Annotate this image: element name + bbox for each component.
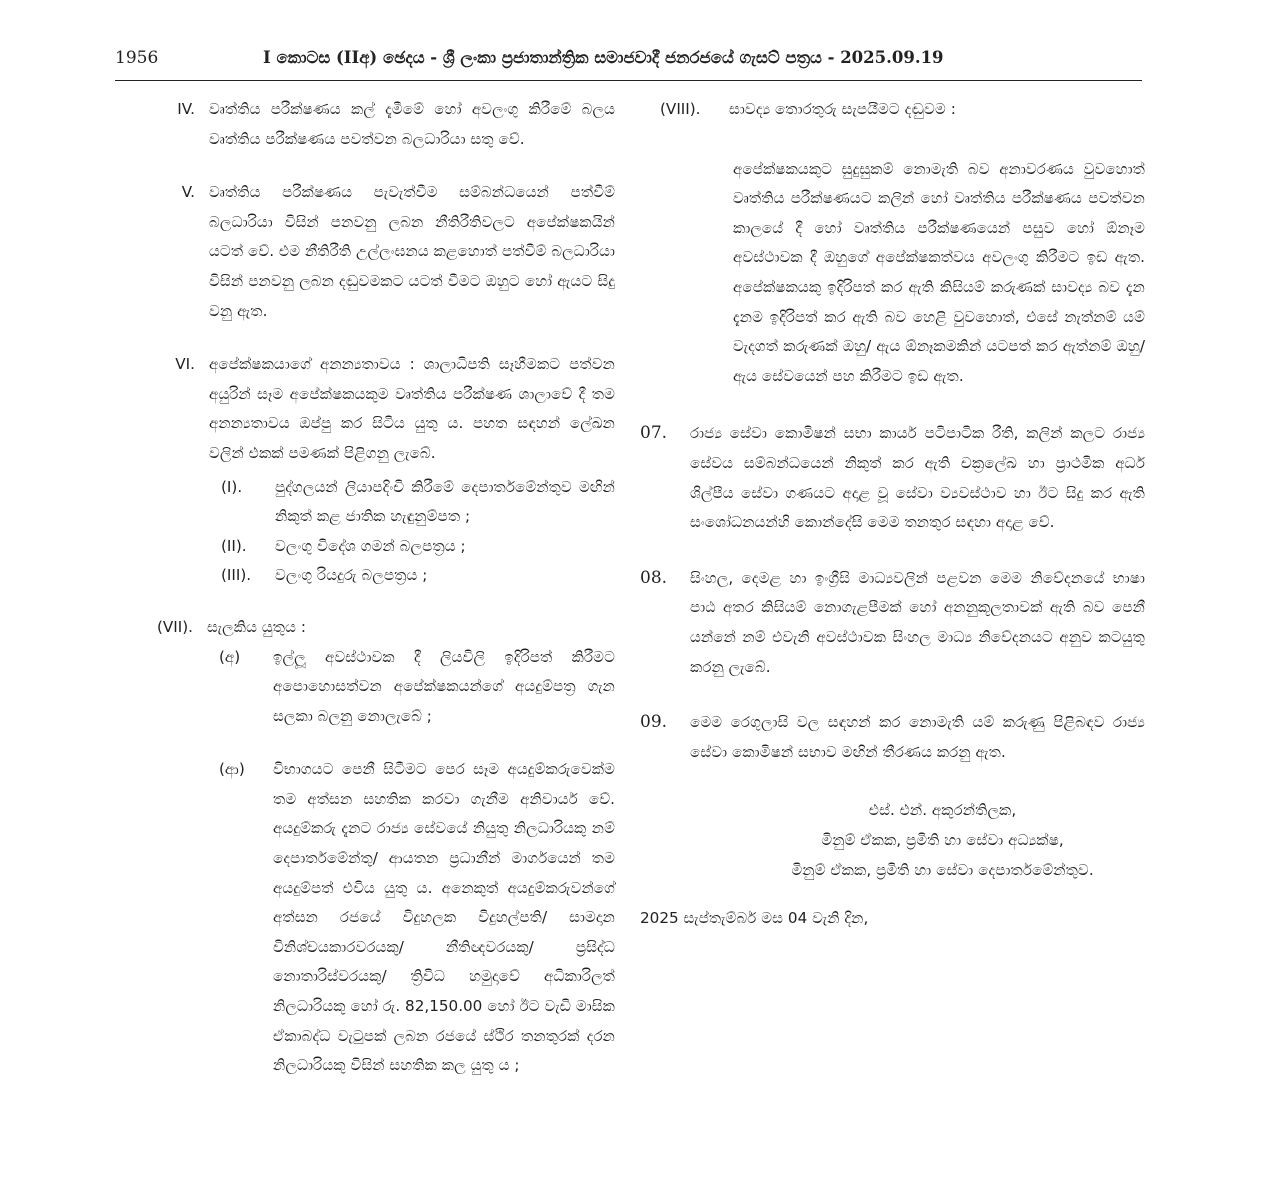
section-07	[640, 419, 1145, 537]
clause-number: IV.	[177, 100, 195, 118]
clause-v	[155, 178, 615, 326]
list-item-number: (II).	[221, 536, 247, 555]
penalty-paragraph: අපේක්ෂකයකුට සුදුසුකම් නොමැති බව අනාවරණය වුවහොත් වෘත්තිය පරීක්ෂණයට කලින් හෝ වෘත්තිය පරීක්ෂණය පවත්වන කාලයේ දී හෝ වෘත්තිය පරීක්ෂණයෙන් පසුව හෝ ඕනෑම අවස්ථාවක දී ඔහුගේ අපේක්ෂකත්වය අවලංගු කිරීමට ඉඩ ඇත. අපේක්ෂකයකු ඉදිරිපත් කර ඇති කිසියම් කරුණක් සාවද්‍ය බව දැන දැනම ඉදිරිපත් කර ඇති බව හෙළි වුවහොත්, එසේ නැත්නම් යම් වැදගත් කරුණක් ඔහු/ ඇය ඕනෑකමකින් යටපත් කර ඇත්නම් ඔහු/ඇය සේවයෙන් පහ කිරීමට ඉඩ ඇත.	[733, 159, 1145, 385]
clause-label: සාවද්‍ය තොරතුරු සැපයීමට දඬුවම :	[729, 100, 956, 118]
issue-date: 2025 සැප්තැම්බර් මස 04 වැනි දින,	[640, 909, 869, 928]
clause-text: වෘත්තිය පරීක්ෂණය පැවැත්වීම සම්බන්ධයෙන් පත්වීම් බලධාරියා විසින් පනවනු ලබන නීතිරීතිවලට අපේක්ෂකයින් යටත් වේ. එම නීතිරීති උල්ලංඝනය කළහොත් පත්වීම් බලධාරියා විසින් පනවනු ලබන දඬුවමකට යටත් වීමට ඔහුට හෝ ඇයට සිදු වනු ඇත.	[209, 183, 616, 320]
gazette-title: I කොටස (IIඅ) ඡෙදය - ශ්‍රී ලංකා ප්‍රජාතාන්ත්‍රික සමාජවාදී ජනරජයේ ගැසට් පත්‍රය - 2025.09.19	[263, 48, 944, 67]
clause-label: සැලකිය යුතුය :	[207, 617, 306, 636]
clause-text: අපේක්ෂකයාගේ අනන්‍යතාවය : ශාලාධිපති සෑහීමකට පත්වන අයුරින් සෑම අපේක්ෂකයකුම වෘත්තිය පරීක්ෂණ ශාලාවේ දී තම අනන්‍යතාවය ඔප්පු කර සිටිය යුතු ය. පහත සඳහන් ලේඛන වලින් එකක් පමණක් පිළිගනු ලැබේ.	[209, 355, 615, 462]
section-text: සිංහල, දෙමළ හා ඉංග්‍රීසි මාධ්‍යවලින් පළවන මෙම නිවේදනයේ භාෂා පාඨ අතර කිසියම් නොගැළපීමක් හෝ අනනුකූලතාවක් ඇති බව පෙනී යන්නේ නම් එවැනි අවස්ථාවක සිංහල මාධ්‍ය නිවේදනයට අනුව කටයුතු කරනු ලැබේ.	[690, 568, 1145, 676]
right-column	[640, 95, 1145, 933]
list-item-text: වලංගු විදේශ ගමන් බලපත්‍රය ;	[275, 536, 466, 555]
condition-item	[207, 755, 615, 1081]
section-text: රාජ්‍ය සේවා කොමිෂන් සභා කාර්ය පටිපාටික රීති, කලින් කලට රාජ්‍ය සේවය සම්බන්ධයෙන් නිකුත් කර ඇති චක්‍රලේඛ හා ප්‍රාථමික අර්ධ ශිල්පීය සේවා ගණයට අදාළ වූ සේවා ව්‍යවස්ථාව හා ඊට සිදු කර ඇති සංශෝධනයන්හි කොන්දේසි මෙම තනතුර සඳහා අදාළ වේ.	[690, 424, 1145, 532]
list-item-number: (I).	[221, 477, 243, 496]
list-item-text: වලංගු රියදුරු බලපත්‍රය ;	[275, 566, 428, 585]
condition-letter: (අ)	[219, 647, 241, 666]
left-column	[155, 95, 615, 1081]
clause-vii	[153, 613, 615, 1081]
signatory-name: එස්. එන්. අකුරන්තිලක,	[868, 801, 1017, 820]
list-item-number: (III).	[221, 566, 252, 585]
clause-number: (VII).	[156, 617, 193, 636]
section-09	[640, 708, 1145, 767]
signatory-department: මිනුම් ඒකක, ප්‍රමිති හා සේවා දෙපාර්තමේන්තුව.	[791, 861, 1094, 880]
clause-number: (VIII).	[660, 100, 701, 118]
clause-vi	[155, 350, 615, 591]
condition-item	[207, 643, 615, 732]
condition-text: ඉල්ලූ අවස්ථාවක දී ලියවිලි ඉදිරිපත් කිරීමට අපොහොසත්වන අපේක්ෂකයන්ගේ අයදුම්පත්‍ර ගැන සලකා බලනු නොලැබේ ;	[273, 647, 615, 725]
clause-number: VI.	[175, 355, 195, 374]
clause-number: V.	[181, 183, 195, 202]
identity-documents-list	[209, 473, 615, 591]
list-item-text: පුද්ගලයන් ලියාපදිංචි කිරීමේ දෙපාර්තමේන්තුව මඟින් නිකුත් කළ ජාතික හැඳුනුම්පත ;	[275, 477, 615, 526]
section-number: 09.	[640, 712, 668, 733]
clause-viii	[660, 95, 1145, 125]
clause-iv	[155, 95, 615, 154]
condition-letter: (ආ)	[219, 760, 245, 779]
list-item	[209, 561, 615, 591]
page-header	[115, 46, 1142, 81]
section-text: මෙම රෙගුලාසි වල සඳහන් කර නොමැති යම් කරුණු පිළිබඳව රාජ්‍ය සේවා කොමිෂන් සභාව මඟින් තීරණය කරනු ඇත.	[690, 713, 1145, 761]
section-number: 07.	[640, 423, 668, 444]
clause-text: වෘත්තිය පරීක්ෂණය කල් දැමීමේ හෝ අවලංගු කිරීමේ බලය වෘත්තිය පරීක්ෂණය පවත්වන බලධාරියා සතු වේ.	[209, 100, 615, 148]
section-number: 08.	[640, 567, 668, 588]
signature-block	[740, 795, 1145, 885]
condition-text: විභාගයට පෙනී සිටීමට පෙර සෑම අයදුම්කරුවෙක්ම තම අත්සන සහතික කරවා ගැනීම අනිවාර්ය වේ. අයදුම්කරු දැනට රාජ්‍ය සේවයේ නියුතු නිලධාරියකු නම් දෙපාර්තමේන්තු/ ආයතන ප්‍රධානීන් මාර්ගයෙන් තම අයදුම්පත් එවිය යුතු ය. අනෙකුත් අයදුම්කරුවන්ගේ අත්සන රජයේ විදුහලක විදුහල්පති/ සාමදාන විනිශ්චයකාරවරයකු/ නීතිඥවරයකු/ ප්‍රසිද්ධ නොතාරිස්වරයකු/ ත්‍රිවිධ හමුදාවේ අධිකාරිලත් නිලධාරියකු හෝ රු. 82,150.00 හෝ ඊට වැඩි මාසික ඒකාබද්ධ වැටුපක් ලබන රජයේ ස්ථිර තනතුරක් දරන නිලධාරියකු විසින් සහතික කල යුතු ය ;	[273, 760, 615, 1075]
list-item	[209, 473, 615, 532]
list-item	[209, 532, 615, 562]
page-number: 1956	[115, 48, 159, 68]
signatory-title: මිනුම් ඒකක, ප්‍රමිති හා සේවා අධ්‍යක්ෂ,	[821, 831, 1064, 850]
section-08	[640, 564, 1145, 682]
